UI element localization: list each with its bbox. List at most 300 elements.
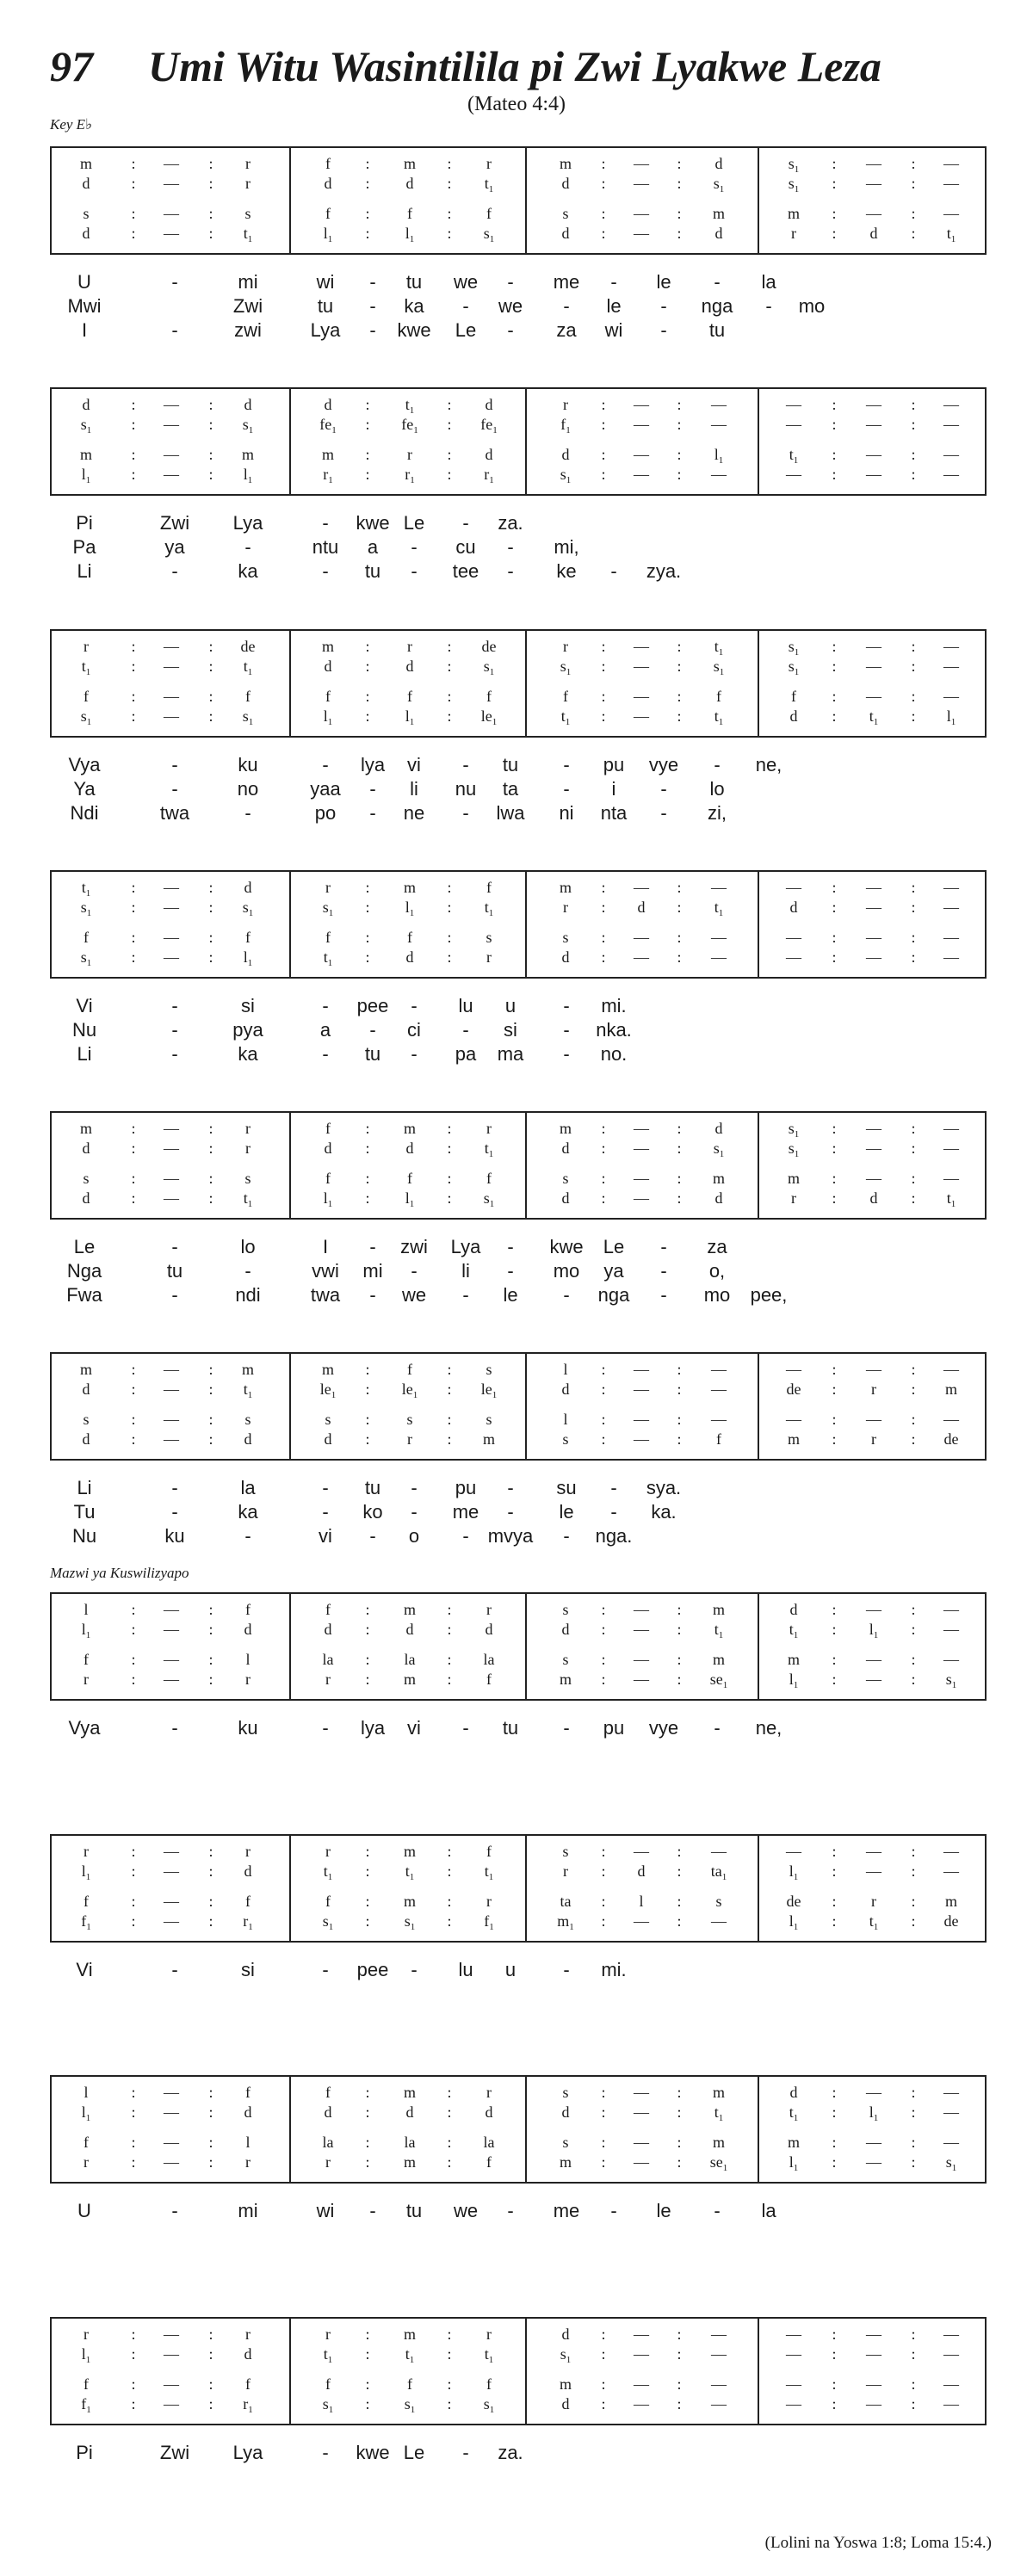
solfa-cell: : bbox=[601, 396, 606, 413]
solfa-cell: $s_1$ bbox=[80, 899, 92, 918]
solfa-cell: r bbox=[486, 1120, 492, 1137]
solfa-cell: : bbox=[208, 1601, 213, 1618]
hymn-number: 97 bbox=[50, 42, 93, 90]
solfa-cell: f bbox=[84, 1651, 89, 1668]
voice-row bbox=[52, 930, 985, 944]
solfa-cell: : bbox=[832, 2103, 837, 2121]
solfa-cell: f bbox=[245, 688, 251, 705]
solfa-cell: : bbox=[365, 1430, 370, 1448]
solfa-cell: m bbox=[944, 1381, 957, 1398]
solfa-cell: : bbox=[832, 1430, 837, 1448]
solfa-cell: — bbox=[866, 658, 881, 675]
lyric-syllable: - bbox=[369, 295, 376, 317]
lyric-syllable: ya bbox=[164, 536, 185, 558]
solfa-cell: $le_1$ bbox=[319, 1381, 337, 1400]
lyric-syllable: - bbox=[563, 1284, 570, 1306]
solfa-cell: $l_1$ bbox=[789, 1863, 799, 1882]
solfa-cell: — bbox=[866, 899, 881, 916]
staff-box bbox=[50, 870, 987, 979]
solfa-cell: m bbox=[712, 2084, 725, 2101]
solfa-cell: : bbox=[911, 1671, 916, 1688]
lyric-syllable: za bbox=[556, 319, 577, 341]
solfa-cell: r bbox=[486, 2084, 492, 2101]
lyric-syllable: vwi bbox=[312, 1260, 339, 1282]
solfa-cell: : bbox=[832, 446, 837, 463]
solfa-cell: s bbox=[562, 2134, 569, 2151]
solfa-cell: : bbox=[131, 175, 136, 192]
lyric-syllable: mi, bbox=[554, 536, 579, 558]
solfa-cell: : bbox=[365, 2375, 370, 2393]
solfa-cell: f bbox=[325, 2375, 331, 2393]
solfa-cell: : bbox=[601, 2134, 606, 2151]
solfa-cell: : bbox=[832, 1843, 837, 1860]
voice-row bbox=[52, 707, 985, 727]
solfa-cell: r bbox=[791, 1189, 796, 1207]
solfa-cell: : bbox=[447, 446, 452, 463]
solfa-cell: $l_1$ bbox=[405, 225, 415, 244]
solfa-cell: : bbox=[911, 416, 916, 433]
solfa-cell: m bbox=[403, 2084, 416, 2101]
lyric-syllable: u bbox=[504, 1959, 516, 1980]
lyric-syllable: yaa bbox=[310, 778, 341, 800]
solfa-cell: — bbox=[943, 1411, 959, 1428]
solfa-cell: $t_1$ bbox=[484, 2345, 494, 2365]
solfa-cell: d bbox=[637, 1863, 646, 1880]
solfa-cell: : bbox=[131, 466, 136, 483]
solfa-cell: : bbox=[131, 2326, 136, 2343]
solfa-cell: $s_1$ bbox=[404, 2395, 416, 2415]
solfa-cell: $t_1$ bbox=[560, 707, 571, 727]
solfa-cell: : bbox=[365, 2326, 370, 2343]
solfa-cell: s bbox=[244, 1170, 251, 1187]
lyric-syllable: - bbox=[171, 319, 178, 341]
lyric-syllable: wi bbox=[604, 319, 623, 341]
solfa-cell: — bbox=[634, 446, 649, 463]
lyric-syllable: - bbox=[714, 2200, 721, 2221]
solfa-cell: m bbox=[787, 1651, 800, 1668]
score-system bbox=[50, 387, 987, 584]
solfa-cell: — bbox=[943, 205, 959, 222]
solfa-cell: — bbox=[634, 205, 649, 222]
lyric-syllable: kwe bbox=[549, 1236, 584, 1257]
solfa-cell: d bbox=[82, 1381, 90, 1398]
solfa-cell: : bbox=[911, 446, 916, 463]
lyric-syllable: - bbox=[322, 1501, 329, 1523]
solfa-cell: f bbox=[486, 1843, 492, 1860]
solfa-cell: : bbox=[365, 688, 370, 705]
solfa-cell: f bbox=[407, 1361, 412, 1378]
solfa-cell: m bbox=[403, 879, 416, 896]
solfa-cell: : bbox=[677, 1140, 682, 1157]
solfa-cell: r bbox=[325, 1671, 331, 1688]
lyric-line bbox=[50, 1259, 987, 1283]
lyric-line bbox=[50, 294, 987, 318]
solfa-cell: d bbox=[244, 1621, 252, 1638]
solfa-cell: — bbox=[164, 2345, 179, 2363]
solfa-cell: : bbox=[601, 1843, 606, 1860]
solfa-cell: : bbox=[365, 1361, 370, 1378]
solfa-cell: : bbox=[832, 396, 837, 413]
voice-row bbox=[52, 1432, 985, 1446]
solfa-cell: : bbox=[911, 1430, 916, 1448]
solfa-cell: $r_1$ bbox=[405, 466, 415, 485]
solfa-cell: d bbox=[405, 948, 414, 966]
solfa-cell: $t_1$ bbox=[869, 1912, 879, 1932]
solfa-cell: de bbox=[943, 1430, 959, 1448]
solfa-cell: f bbox=[245, 2084, 251, 2101]
lyric-syllable: kwe bbox=[356, 2442, 390, 2463]
solfa-cell: : bbox=[911, 175, 916, 192]
solfa-cell: : bbox=[832, 1621, 837, 1638]
solfa-cell: : bbox=[677, 205, 682, 222]
solfa-cell: : bbox=[601, 2103, 606, 2121]
solfa-cell: de bbox=[943, 1912, 959, 1930]
solfa-cell: — bbox=[634, 416, 649, 433]
solfa-cell: — bbox=[634, 948, 649, 966]
solfa-cell: $r_1$ bbox=[243, 2395, 253, 2415]
lyric-syllable: - bbox=[171, 778, 178, 800]
solfa-cell: : bbox=[601, 1863, 606, 1880]
voice-row bbox=[52, 207, 985, 220]
solfa-cell: : bbox=[131, 416, 136, 433]
solfa-cell: $l_1$ bbox=[789, 1912, 799, 1932]
lyric-syllable: la bbox=[761, 2200, 776, 2221]
solfa-cell: : bbox=[832, 688, 837, 705]
lyric-syllable: ka bbox=[238, 560, 258, 582]
solfa-cell: — bbox=[943, 175, 959, 192]
solfa-cell: $l_1$ bbox=[81, 1863, 91, 1882]
solfa-cell: : bbox=[601, 1601, 606, 1618]
solfa-cell: — bbox=[943, 1843, 959, 1860]
solfa-cell: : bbox=[208, 948, 213, 966]
voice-row bbox=[52, 2153, 985, 2173]
solfa-cell: — bbox=[866, 1140, 881, 1157]
lyrics-block bbox=[50, 1220, 987, 1307]
solfa-cell: la bbox=[483, 2134, 495, 2151]
lyric-syllable: tee bbox=[452, 560, 479, 582]
solfa-cell: : bbox=[365, 1411, 370, 1428]
solfa-cell: : bbox=[131, 1893, 136, 1910]
solfa-cell: r bbox=[84, 638, 89, 655]
solfa-cell: la bbox=[322, 2134, 334, 2151]
solfa-cell: d bbox=[714, 225, 723, 242]
lyrics-block bbox=[50, 979, 987, 1066]
lyric-syllable: kwe bbox=[356, 512, 390, 534]
lyric-syllable: si bbox=[241, 995, 255, 1016]
solfa-cell: m bbox=[403, 2153, 416, 2171]
lyric-syllable: - bbox=[610, 1477, 617, 1498]
solfa-cell: s bbox=[562, 1843, 569, 1860]
solfa-cell: d bbox=[82, 396, 90, 413]
solfa-cell: — bbox=[164, 1651, 179, 1668]
lyric-syllable: ta bbox=[502, 778, 519, 800]
solfa-cell: : bbox=[447, 899, 452, 916]
solfa-cell: $t_1$ bbox=[323, 1863, 333, 1882]
solfa-cell: : bbox=[131, 2153, 136, 2171]
solfa-cell: — bbox=[943, 1361, 959, 1378]
lyric-syllable: - bbox=[369, 778, 376, 800]
solfa-cell: — bbox=[866, 416, 881, 433]
solfa-cell: : bbox=[365, 1893, 370, 1910]
lyric-syllable: - bbox=[411, 1477, 418, 1498]
lyric-syllable: I bbox=[81, 319, 88, 341]
solfa-cell: s bbox=[562, 1430, 569, 1448]
solfa-cell: — bbox=[164, 1430, 179, 1448]
solfa-cell: : bbox=[911, 899, 916, 916]
solfa-cell: — bbox=[164, 2134, 179, 2151]
lyric-syllable: - bbox=[322, 560, 329, 582]
solfa-cell: $l_1$ bbox=[243, 948, 253, 968]
solfa-cell: f bbox=[486, 205, 492, 222]
solfa-cell: : bbox=[677, 879, 682, 896]
solfa-cell: : bbox=[832, 899, 837, 916]
lyric-line bbox=[50, 511, 987, 535]
solfa-cell: d bbox=[561, 446, 570, 463]
solfa-cell: : bbox=[911, 1381, 916, 1398]
solfa-cell: : bbox=[447, 1361, 452, 1378]
solfa-cell: : bbox=[365, 466, 370, 483]
solfa-cell: — bbox=[943, 688, 959, 705]
solfa-cell: d bbox=[561, 1189, 570, 1207]
solfa-cell: m bbox=[787, 1170, 800, 1187]
solfa-cell: $t_1$ bbox=[81, 658, 91, 677]
solfa-cell: — bbox=[634, 155, 649, 172]
solfa-cell: : bbox=[365, 2103, 370, 2121]
solfa-cell: : bbox=[131, 1621, 136, 1638]
solfa-cell: : bbox=[208, 175, 213, 192]
lyrics-block bbox=[50, 496, 987, 584]
solfa-cell: $s_1$ bbox=[322, 1912, 334, 1932]
solfa-cell: : bbox=[365, 1601, 370, 1618]
lyric-syllable: - bbox=[171, 1236, 178, 1257]
solfa-cell: $t_1$ bbox=[323, 2345, 333, 2365]
solfa-cell: d bbox=[714, 1189, 723, 1207]
solfa-cell: d bbox=[561, 948, 570, 966]
solfa-cell: : bbox=[832, 2084, 837, 2101]
lyric-syllable: lu bbox=[458, 995, 473, 1016]
lyric-syllable: Lya bbox=[232, 512, 263, 534]
solfa-cell: : bbox=[832, 2345, 837, 2363]
solfa-cell: d bbox=[324, 1430, 332, 1448]
solfa-cell: d bbox=[561, 175, 570, 192]
solfa-cell: — bbox=[943, 1140, 959, 1157]
solfa-cell: : bbox=[832, 929, 837, 946]
lyric-syllable: tu bbox=[405, 271, 423, 293]
solfa-cell: d bbox=[789, 899, 798, 916]
solfa-cell: — bbox=[786, 466, 801, 483]
lyric-syllable: - bbox=[369, 1019, 376, 1041]
lyric-syllable: tu bbox=[364, 1477, 381, 1498]
solfa-cell: r bbox=[84, 2153, 89, 2171]
solfa-cell: — bbox=[634, 2103, 649, 2121]
solfa-cell: — bbox=[711, 416, 727, 433]
solfa-cell: : bbox=[447, 1893, 452, 1910]
lyric-syllable: wi bbox=[316, 271, 335, 293]
solfa-cell: r bbox=[325, 879, 331, 896]
solfa-cell: : bbox=[447, 1140, 452, 1157]
solfa-cell: : bbox=[131, 2084, 136, 2101]
solfa-cell: — bbox=[866, 2345, 881, 2363]
solfa-cell: $t_1$ bbox=[946, 225, 956, 244]
voice-row bbox=[52, 2103, 985, 2123]
solfa-cell: — bbox=[943, 1120, 959, 1137]
solfa-cell: d bbox=[637, 899, 646, 916]
solfa-cell: : bbox=[911, 658, 916, 675]
solfa-cell: $t_1$ bbox=[714, 899, 724, 918]
lyric-syllable: le bbox=[503, 1284, 518, 1306]
solfa-cell: $s_1$ bbox=[788, 155, 800, 175]
lyric-syllable: - bbox=[610, 1501, 617, 1523]
solfa-cell: : bbox=[447, 2084, 452, 2101]
solfa-cell: d bbox=[405, 1140, 414, 1157]
lyric-syllable: - bbox=[610, 2200, 617, 2221]
solfa-cell: — bbox=[634, 1912, 649, 1930]
solfa-cell: r bbox=[245, 1140, 251, 1157]
solfa-cell: — bbox=[786, 2395, 801, 2412]
solfa-cell: : bbox=[365, 225, 370, 242]
solfa-cell: f bbox=[486, 1671, 492, 1688]
solfa-cell: d bbox=[324, 175, 332, 192]
solfa-cell: la bbox=[404, 1651, 416, 1668]
solfa-cell: $s_1$ bbox=[788, 658, 800, 677]
lyric-syllable: le bbox=[606, 295, 622, 317]
solfa-cell: — bbox=[943, 416, 959, 433]
solfa-cell: : bbox=[447, 929, 452, 946]
solfa-cell: : bbox=[677, 1170, 682, 1187]
solfa-cell: : bbox=[911, 638, 916, 655]
solfa-cell: : bbox=[832, 1361, 837, 1378]
voice-row bbox=[52, 2085, 985, 2099]
solfa-cell: r bbox=[791, 225, 796, 242]
solfa-cell: : bbox=[208, 658, 213, 675]
lyrics-block bbox=[50, 255, 987, 343]
solfa-cell: f bbox=[325, 1601, 331, 1618]
solfa-cell: : bbox=[365, 2395, 370, 2412]
solfa-cell: — bbox=[634, 1843, 649, 1860]
solfa-cell: : bbox=[677, 707, 682, 725]
lyric-syllable: U bbox=[77, 271, 91, 293]
solfa-cell: — bbox=[943, 466, 959, 483]
lyric-syllable: - bbox=[411, 1959, 418, 1980]
solfa-cell: r bbox=[563, 396, 568, 413]
solfa-cell: $t_1$ bbox=[405, 2345, 415, 2365]
solfa-cell: — bbox=[634, 2375, 649, 2393]
solfa-cell: s bbox=[83, 1170, 90, 1187]
lyric-syllable: ka. bbox=[651, 1501, 677, 1523]
solfa-cell: la bbox=[483, 1651, 495, 1668]
solfa-cell: : bbox=[677, 1430, 682, 1448]
solfa-cell: — bbox=[634, 638, 649, 655]
solfa-cell: : bbox=[601, 688, 606, 705]
lyric-syllable: - bbox=[563, 995, 570, 1016]
solfa-cell: : bbox=[208, 1671, 213, 1688]
solfa-cell: : bbox=[447, 205, 452, 222]
solfa-cell: : bbox=[832, 1651, 837, 1668]
solfa-cell: — bbox=[634, 225, 649, 242]
solfa-cell: : bbox=[208, 2395, 213, 2412]
lyric-line bbox=[50, 777, 987, 801]
solfa-cell: — bbox=[711, 2345, 727, 2363]
solfa-cell: d bbox=[244, 1430, 252, 1448]
solfa-cell: : bbox=[208, 707, 213, 725]
lyric-syllable: la bbox=[761, 271, 776, 293]
solfa-cell: — bbox=[866, 638, 881, 655]
lyric-syllable: la bbox=[240, 1477, 256, 1498]
solfa-cell: f bbox=[486, 2375, 492, 2393]
lyric-syllable: nga. bbox=[595, 1525, 633, 1547]
lyric-syllable: me bbox=[553, 2200, 580, 2221]
solfa-cell: : bbox=[601, 2084, 606, 2101]
solfa-cell: : bbox=[677, 1893, 682, 1910]
solfa-cell: $s_1$ bbox=[483, 225, 495, 244]
solfa-cell: m bbox=[241, 446, 254, 463]
solfa-cell: m bbox=[403, 155, 416, 172]
solfa-cell: : bbox=[208, 1863, 213, 1880]
solfa-cell: : bbox=[208, 1189, 213, 1207]
solfa-cell: : bbox=[677, 1189, 682, 1207]
solfa-cell: : bbox=[832, 1170, 837, 1187]
lyric-syllable: ne, bbox=[755, 1717, 782, 1739]
solfa-cell: : bbox=[208, 2345, 213, 2363]
solfa-cell: — bbox=[866, 2153, 881, 2171]
score-system bbox=[50, 629, 987, 825]
solfa-cell: : bbox=[832, 205, 837, 222]
solfa-cell: r bbox=[325, 1843, 331, 1860]
solfa-cell: — bbox=[634, 2395, 649, 2412]
solfa-cell: — bbox=[943, 1651, 959, 1668]
solfa-cell: : bbox=[208, 638, 213, 655]
solfa-cell: : bbox=[832, 879, 837, 896]
solfa-cell: — bbox=[164, 707, 179, 725]
lyric-syllable: - bbox=[660, 778, 667, 800]
solfa-cell: f bbox=[486, 2153, 492, 2171]
solfa-cell: f bbox=[407, 929, 412, 946]
solfa-cell: : bbox=[601, 1170, 606, 1187]
solfa-cell: $r_1$ bbox=[243, 1912, 253, 1932]
solfa-cell: : bbox=[601, 899, 606, 916]
solfa-cell: : bbox=[365, 1651, 370, 1668]
lyric-syllable: ku bbox=[238, 1717, 258, 1739]
lyric-syllable: Mwi bbox=[67, 295, 102, 317]
solfa-cell: : bbox=[677, 1381, 682, 1398]
solfa-cell: : bbox=[447, 225, 452, 242]
solfa-cell: — bbox=[866, 205, 881, 222]
lyric-syllable: Le bbox=[403, 512, 425, 534]
voice-row bbox=[52, 879, 985, 899]
solfa-cell: f bbox=[84, 1893, 89, 1910]
solfa-cell: l bbox=[84, 2084, 89, 2101]
solfa-cell: f bbox=[407, 205, 412, 222]
solfa-cell: : bbox=[677, 1411, 682, 1428]
solfa-cell: : bbox=[131, 638, 136, 655]
solfa-cell: — bbox=[866, 155, 881, 172]
solfa-cell: $t_1$ bbox=[789, 1621, 799, 1640]
lyric-syllable: Ndi bbox=[70, 802, 99, 824]
solfa-cell: : bbox=[208, 466, 213, 483]
solfa-cell: — bbox=[164, 175, 179, 192]
solfa-cell: — bbox=[943, 1863, 959, 1880]
lyric-syllable: Li bbox=[77, 1477, 92, 1498]
solfa-cell: — bbox=[164, 1381, 179, 1398]
solfa-cell: : bbox=[601, 638, 606, 655]
solfa-cell: — bbox=[711, 879, 727, 896]
solfa-cell: : bbox=[677, 1843, 682, 1860]
lyric-syllable: - bbox=[507, 271, 514, 293]
lyric-syllable: pu bbox=[455, 1477, 477, 1498]
solfa-cell: : bbox=[601, 225, 606, 242]
solfa-cell: — bbox=[164, 1120, 179, 1137]
lyric-syllable: zwi bbox=[234, 319, 262, 341]
